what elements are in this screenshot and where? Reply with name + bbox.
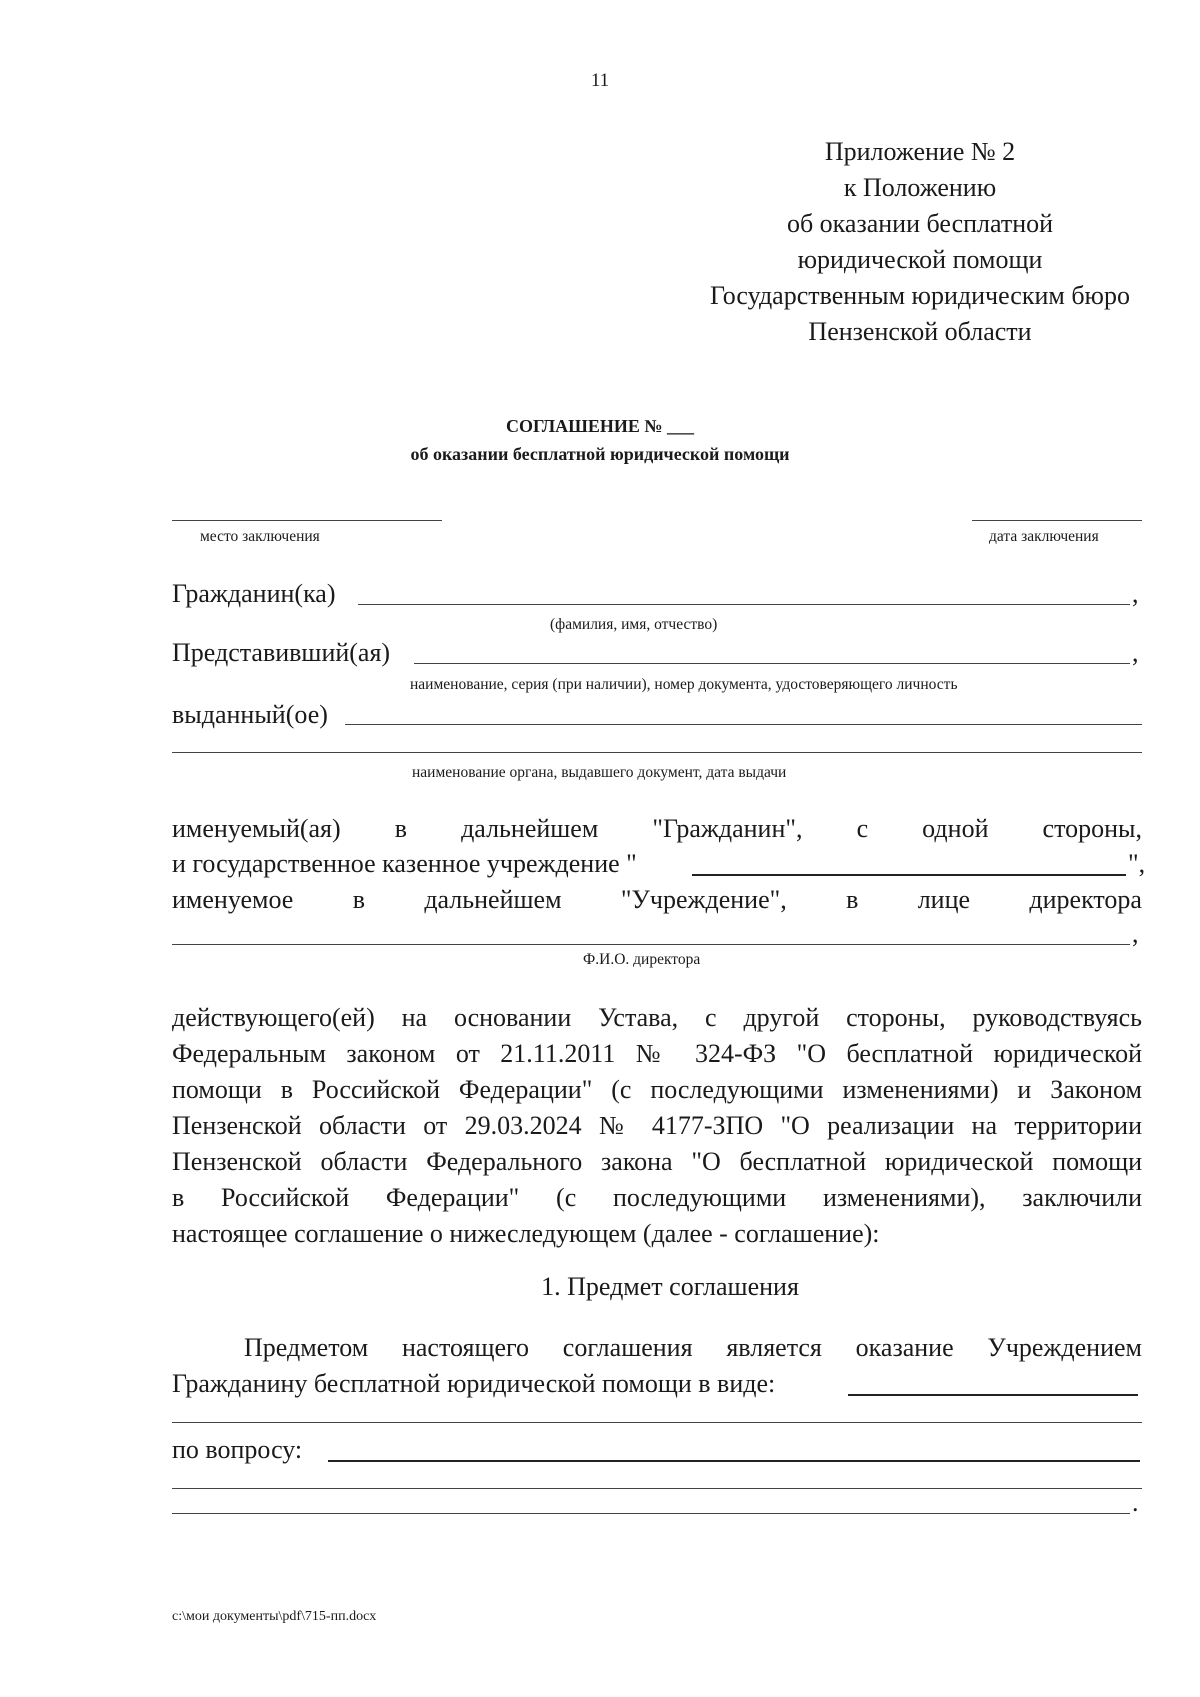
word: дальнейшем	[424, 885, 562, 914]
section-line-2: Гражданину бесплатной юридической помощи в виде:	[172, 1369, 776, 1398]
appendix-header	[640, 134, 1200, 350]
word: в	[394, 814, 408, 843]
director-comma: ,	[1132, 919, 1139, 948]
word: директора	[1029, 885, 1142, 914]
word: дальнейшем	[461, 814, 599, 843]
question-label: по вопросу:	[172, 1435, 303, 1464]
word: стороны,	[1042, 814, 1142, 843]
director-name-line	[172, 944, 1130, 945]
citizen-name-line	[358, 604, 1130, 605]
appendix-line: Пензенской области	[808, 317, 1032, 346]
citizen-label: Гражданин(ка)	[172, 579, 336, 608]
appendix-line: Государственным юридическим бюро	[710, 281, 1130, 310]
word: в	[352, 885, 365, 914]
director-caption: Ф.И.О. директора	[583, 951, 701, 968]
date-field-line	[972, 520, 1142, 521]
appendix-line: Приложение № 2	[824, 137, 1016, 166]
presented-document-line	[414, 663, 1130, 664]
institution-text-start: и государственное казенное учреждение "	[172, 849, 637, 878]
place-field-line	[172, 520, 442, 521]
word: именуемое	[172, 885, 294, 914]
issued-caption: наименование органа, выдавшего документ, дата выдачи	[412, 764, 787, 781]
paragraph-line: действующего(ей) на основании Устава, с другой стороны, руководствуясь	[172, 1003, 1142, 1032]
document-subtitle: об оказании бесплатной юридической помощи	[410, 444, 790, 464]
parties-line-1	[172, 814, 1142, 844]
section-heading: 1. Предмет соглашения	[541, 1272, 799, 1301]
institution-text-end: ",	[1128, 849, 1146, 878]
paragraph-line: Пензенской области Федерального закона "О бесплатной юридической помощи	[172, 1147, 1142, 1176]
institution-name-line	[692, 874, 1126, 876]
question-line-3	[172, 1513, 1130, 1514]
presented-label: Представивший(ая)	[172, 638, 391, 667]
citizen-caption: (фамилия, имя, отчество)	[550, 616, 718, 633]
word: одной	[922, 814, 989, 843]
document-title: СОГЛАШЕНИЕ № ___	[505, 416, 694, 436]
presented-caption: наименование, серия (при наличии), номер документа, удостоверяющего личность	[410, 676, 958, 693]
word: "Гражданин",	[652, 814, 803, 843]
word: с	[856, 814, 869, 843]
paragraph-line: помощи в Российской Федерации" (с последующими изменениями) и Законом	[172, 1075, 1142, 1104]
issued-by-line-2	[172, 752, 1142, 753]
page-number: 11	[590, 70, 610, 91]
help-type-line-2	[172, 1422, 1142, 1423]
issued-by-line	[345, 724, 1142, 725]
question-period: .	[1132, 1488, 1139, 1517]
word: именуемый(ая)	[172, 814, 341, 843]
word: "Учреждение",	[620, 885, 787, 914]
section-line-1: Предметом настоящего соглашения является оказание Учреждением	[244, 1333, 1142, 1362]
question-line	[328, 1460, 1140, 1462]
parties-line-3	[172, 885, 1142, 915]
citizen-comma: ,	[1132, 579, 1139, 608]
appendix-line: об оказании бесплатной	[786, 209, 1054, 238]
paragraph-line: Пензенской области от 29.03.2024 № 4177-ЗПО "О реализации на территории	[172, 1111, 1142, 1140]
place-caption: место заключения	[200, 528, 320, 545]
file-path-footer: c:\мои документы\pdf\715-пп.docx	[172, 1609, 377, 1624]
paragraph-line: в Российской Федерации" (с последующими изменениями), заключили	[172, 1183, 1142, 1212]
paragraph-line: Федеральным законом от 21.11.2011 № 324-ФЗ "О бесплатной юридической	[172, 1039, 1142, 1068]
help-type-line	[848, 1394, 1138, 1396]
date-caption: дата заключения	[989, 528, 1099, 545]
presented-comma: ,	[1132, 638, 1139, 667]
word: лице	[917, 885, 971, 914]
appendix-line: юридической помощи	[797, 245, 1043, 274]
paragraph-line: настоящее соглашение о нижеследующем (далее - соглашение):	[172, 1219, 880, 1248]
question-line-2	[172, 1488, 1142, 1489]
appendix-line: к Положению	[843, 173, 997, 202]
issued-label: выданный(ое)	[172, 700, 328, 729]
word: в	[846, 885, 859, 914]
